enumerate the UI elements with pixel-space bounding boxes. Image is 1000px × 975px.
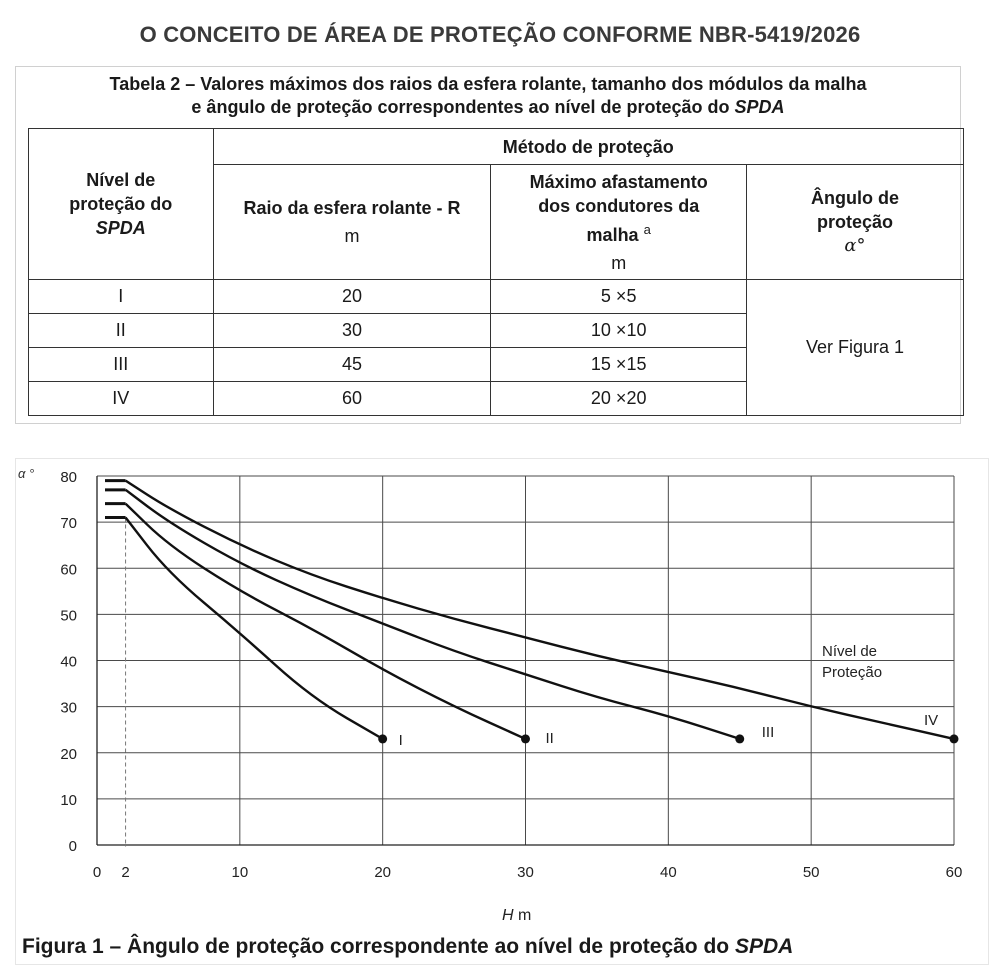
cell-raio: 45 (213, 348, 491, 382)
header-raio-label: Raio da esfera rolante - R (243, 198, 461, 218)
header-angulo-unit: α° (844, 235, 866, 256)
cell-raio: 60 (213, 382, 491, 416)
cell-angulo-ver-figura: Ver Figura 1 (746, 280, 963, 416)
header-angulo-line1: Ângulo de (810, 188, 899, 208)
y-tick-label: 0 (68, 838, 77, 855)
header-malha-footnote: a (643, 221, 651, 237)
table-row (29, 280, 964, 314)
header-malha (491, 165, 747, 280)
cell-raio: 30 (213, 314, 491, 348)
x-tick-label: 20 (374, 864, 392, 881)
series-label-I: I (398, 731, 403, 749)
table-caption-line2 (16, 96, 960, 119)
y-tick-label: 60 (60, 561, 77, 579)
header-malha-unit: m (611, 252, 627, 273)
y-tick-label: 10 (60, 791, 77, 809)
table-caption-line1: Tabela 2 – Valores máximos dos raios da esfera rolante, tamanho dos módulos da malha (109, 74, 867, 94)
header-malha-line1: Máximo afastamento (529, 171, 708, 192)
spda-table-panel (15, 66, 961, 424)
y-tick-label: 70 (60, 515, 77, 533)
y-tick-label: 20 (60, 745, 77, 763)
cell-nivel: II (29, 314, 214, 348)
x-tick-label: 60 (945, 864, 963, 881)
cell-raio: 20 (213, 280, 491, 314)
header-nivel (29, 129, 214, 280)
header-angulo-line2: proteção (816, 212, 893, 232)
x-tick-label: 10 (231, 864, 249, 881)
figure-caption-text: Figura 1 – Ângulo de proteção correspondente ao nível de proteção do (22, 935, 735, 958)
cell-malha: 5 ×5 (491, 280, 747, 314)
header-metodo: Método de proteção (213, 129, 963, 165)
figure-panel (15, 458, 989, 965)
y-tick-label: 50 (60, 607, 77, 625)
series-label-II: II (545, 729, 554, 747)
table-caption (16, 73, 960, 119)
cell-malha: 10 ×10 (491, 314, 747, 348)
y-tick-label: 30 (60, 699, 77, 717)
figure-caption (22, 935, 793, 959)
header-malha-line2: dos condutores da (538, 195, 700, 216)
header-nivel-line3: SPDA (95, 218, 146, 238)
header-malha-line3 (491, 218, 746, 247)
y-tick-label: 80 (60, 469, 77, 486)
cell-malha: 20 ×20 (491, 382, 747, 416)
y-tick-label: 40 (60, 653, 77, 671)
legend-title-line1: Nível de (822, 643, 878, 660)
header-malha-word: malha (586, 224, 639, 245)
header-nivel-line2: proteção do (69, 194, 173, 214)
header-angulo (746, 165, 963, 280)
legend-title-line2: Proteção (822, 664, 883, 681)
table-caption-spda: SPDA (734, 97, 785, 117)
cell-malha: 15 ×15 (491, 348, 747, 382)
x-tick-label: 40 (659, 864, 677, 881)
cell-nivel: IV (29, 382, 214, 416)
x-tick-label: 0 (92, 864, 102, 881)
page-title: O CONCEITO DE ÁREA DE PROTEÇÃO CONFORME NBR-5419/2026 (139, 22, 861, 47)
header-raio-unit: m (344, 226, 360, 246)
cell-nivel: I (29, 280, 214, 314)
x-tick-label: 50 (802, 864, 820, 881)
x-tick-label: 30 (517, 864, 534, 881)
series-label-IV: IV (924, 711, 939, 729)
y-axis-label: α ° (18, 466, 35, 481)
figure-caption-spda: SPDA (734, 935, 794, 958)
x-axis-label: H m (502, 907, 532, 924)
table-caption-line2-text: e ângulo de proteção correspondentes ao nível de proteção do (191, 97, 735, 117)
spda-table (28, 128, 964, 416)
header-raio (213, 165, 491, 280)
header-nivel-line1: Nível de (86, 170, 156, 190)
x-tick-label: 2 (121, 864, 130, 881)
cell-nivel: III (29, 348, 214, 382)
series-label-III: III (761, 723, 775, 741)
